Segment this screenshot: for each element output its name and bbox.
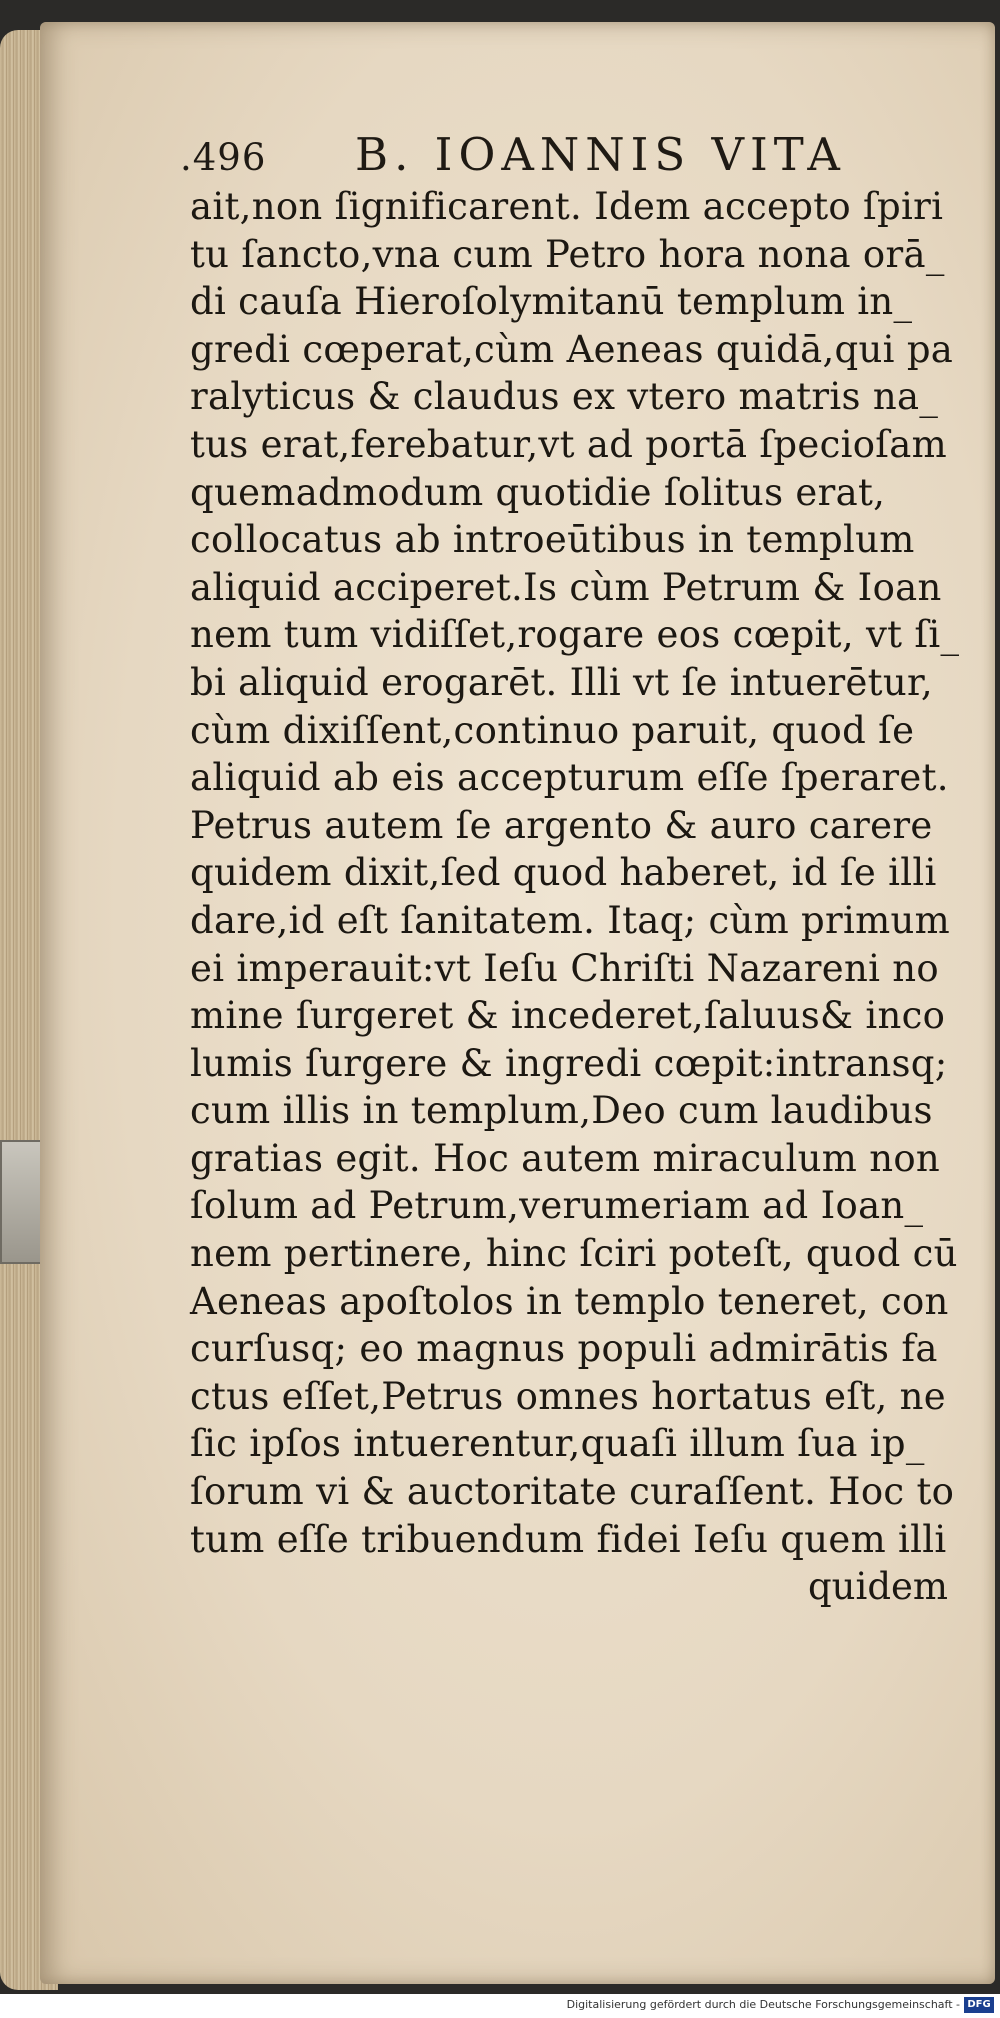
text-line: collocatus ab introeūtibus in templum <box>190 518 915 562</box>
text-line: cum illis in templum,Deo cum laudibus <box>190 1089 933 1133</box>
text-line: tus erat,ferebatur,vt ad portā ſpecioſam <box>190 422 948 466</box>
text-line: curſusq; eo magnus populi admirātis fa <box>190 1327 938 1371</box>
text-line: Aeneas apoſtolos in templo teneret, con <box>190 1279 949 1323</box>
text-line: quemadmodum quotidie ſolitus erat, <box>190 470 886 514</box>
text-line: dare,id eſt ſanitatem. Itaq; cùm primum <box>190 898 951 942</box>
text-line: bi aliquid erogarēt. Illi vt ſe intuerētur, <box>190 660 933 704</box>
text-line: tum eſſe tribuendum fidei Ieſu quem illi <box>190 1517 947 1561</box>
text-line: lumis ſurgere & ingredi cœpit:intransq; <box>190 1041 948 1085</box>
page-header <box>180 128 860 188</box>
body-text <box>190 183 960 1563</box>
page-number: .496 <box>180 136 267 179</box>
text-line: ſolum ad Petrum,verumeriam ad Ioan_ <box>190 1184 924 1228</box>
text-line: ctus eſſet,Petrus omnes hortatus eſt, ne <box>190 1374 946 1418</box>
text-line: ſorum vi & auctoritate curaſſent. Hoc to <box>190 1470 955 1514</box>
text-line: ſic ipſos intuerentur,quaſi illum ſua ip_ <box>190 1422 925 1466</box>
text-line: ralyticus & claudus ex vtero matris na_ <box>190 375 939 419</box>
text-line: Petrus autem ſe argento & auro carere <box>190 803 933 847</box>
text-line: ei imperauit:vt Ieſu Chriſti Nazareni no <box>190 946 939 990</box>
text-line: gratias egit. Hoc autem miraculum non <box>190 1136 941 1180</box>
text-line: aliquid ab eis accepturum eſſe ſperaret. <box>190 756 949 800</box>
text-line: tu ſancto,vna cum Petro hora nona orā_ <box>190 232 945 276</box>
text-line: quidem dixit,ſed quod haberet, id ſe illi <box>190 851 937 895</box>
catchword: quidem <box>808 1565 949 1608</box>
running-head: B. IOANNIS VITA <box>355 128 846 181</box>
text-line: mine ſurgeret & incederet,ſaluus& inco <box>190 994 946 1038</box>
text-line: gredi cœperat,cùm Aeneas quidā,qui pa <box>190 327 954 371</box>
dfg-logo: DFG <box>964 1997 994 2013</box>
text-line: ait,non ſignificarent. Idem accepto ſpiri <box>190 185 944 228</box>
text-line: nem pertinere, hinc ſciri poteſt, quod cū <box>190 1232 958 1276</box>
text-line: di cauſa Hieroſolymitanū templum in_ <box>190 280 913 324</box>
digitization-credit: Digitalisierung gefördert durch die Deutsche Forschungsgemeinschaft - <box>566 1998 960 2011</box>
text-line: nem tum vidiſſet,rogare eos cœpit, vt ſi_ <box>190 613 960 657</box>
footer-bar <box>0 1994 1000 2018</box>
text-line: aliquid acciperet.Is cùm Petrum & Ioan <box>190 565 942 609</box>
text-line: cùm dixiſſent,continuo paruit, quod ſe <box>190 708 915 752</box>
